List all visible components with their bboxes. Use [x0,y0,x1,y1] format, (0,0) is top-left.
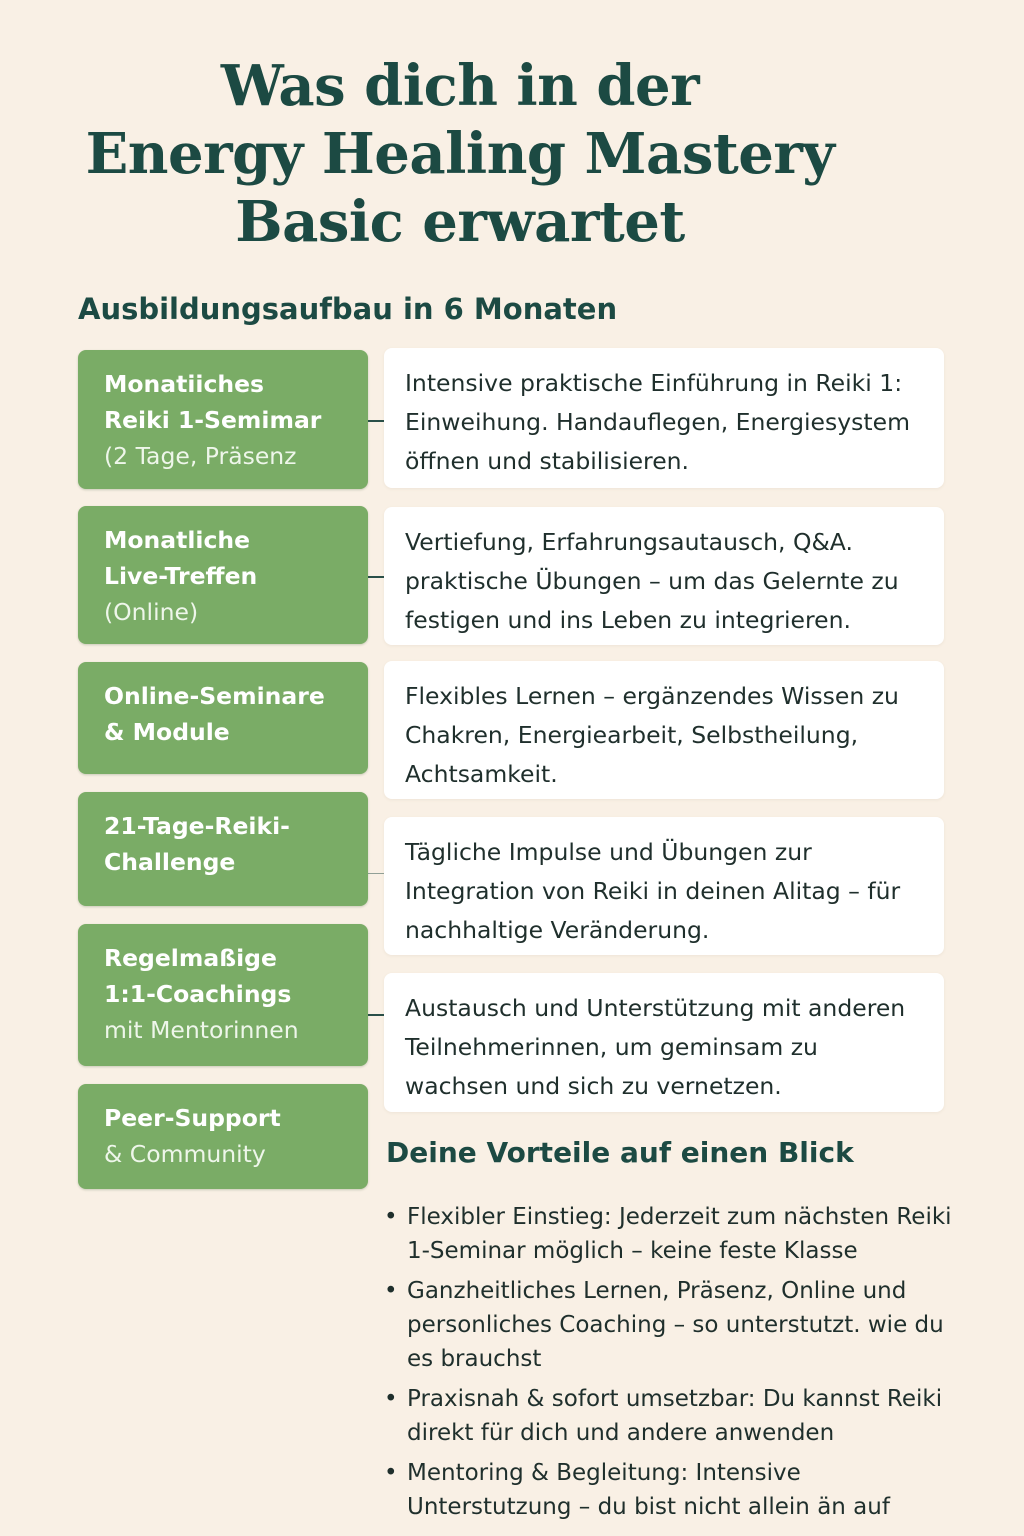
title-line-3: Basic erwartet [235,189,685,255]
module-4-description-card [384,817,944,955]
module-5-description-card [384,973,944,1112]
benefit-item-1 [384,1200,959,1268]
module-2-label-box [78,506,368,644]
benefit-item-3-text: Praxisnah & sofort umsetzbar: Du kannst Reiki direkt für dich und andere anwenden [407,1386,943,1446]
module-5-subtitle: mit Mentorinnen [104,1016,299,1044]
module-5-label-box [78,924,368,1066]
module-4-title-line-2: Challenge [104,848,236,876]
module-3-title-line-2: & Module [104,718,230,746]
module-4-title-line-1: 21-Tage-Reiki- [104,812,290,840]
module-6-label-box [78,1084,368,1189]
module-1-title-line-2: Reiki 1-Semimar [104,406,322,434]
module-4-label-box [78,792,368,906]
module-1-label-box [78,350,368,489]
module-2-description: Vertiefung, Erfahrungsautausch, Q&A. praktische Übungen – um das Gelernte zu festigen und ins Leben zu integrieren. [405,528,899,634]
module-2-title-line-2: Live-Treffen [104,562,258,590]
module-6-subtitle: & Community [104,1140,266,1168]
benefit-item-2-text: Ganzheitliches Lernen, Präsenz, Online und personliches Coaching – so unterstutzt. wie du es brauchst [407,1278,944,1372]
module-1-title-line-1: Monatiiches [104,370,265,398]
bullet-icon: • [384,1278,398,1304]
benefit-item-3 [384,1382,959,1450]
module-1-connector [368,420,384,422]
benefit-item-4-text: Mentoring & Begleitung: Intensive Unterstutzung – du bist nicht allein än auf [407,1460,890,1520]
bullet-icon: • [384,1386,398,1412]
module-4-connector [368,873,384,874]
module-5-description: Austausch und Unterstützung mit anderen Teilnehmerinnen, um geminsam zu wachsen und sich zu vernetzen. [405,994,906,1100]
module-3-title-line-1: Online-Seminare [104,682,325,710]
module-1-subtitle: (2 Tage, Präsenz [104,442,297,470]
module-5-connector [368,1014,384,1016]
benefits-list [384,1200,959,1530]
module-1-description-card [384,348,944,488]
module-3-label-box [78,662,368,774]
module-5-title-line-1: Regelmaßige [104,944,277,972]
page-title [0,52,920,256]
benefits-heading: Deine Vorteile auf einen Blick [386,1136,854,1169]
benefit-item-4 [384,1456,959,1524]
module-2-title-line-1: Monatliche [104,526,251,554]
title-line-2: Energy Healing Mastery [85,121,835,187]
benefit-item-1-text: Flexibler Einstieg: Jederzeit zum nächsten Reiki 1-Seminar möglich – keine feste Klasse [407,1204,952,1264]
module-2-subtitle: (Online) [104,598,199,626]
module-5-title-line-2: 1:1-Coachings [104,980,292,1008]
module-2-connector [368,576,384,578]
bullet-icon: • [384,1460,398,1486]
module-4-description: Tägliche Impulse und Übungen zur Integration von Reiki in deinen Alitag – für nachhaltige Veränderung. [405,838,901,944]
module-6-title-line-1: Peer-Support [104,1104,281,1132]
module-2-description-card [384,507,944,645]
section-heading-training-structure: Ausbildungsaufbau in 6 Monaten [78,292,618,326]
module-1-description: Intensive praktische Einführung in Reiki 1: Einweihung. Handauflegen, Energiesystem öffnen und stabilisieren. [405,369,910,475]
module-3-description-card [384,661,944,799]
module-3-description: Flexibles Lernen – ergänzendes Wissen zu Chakren, Energiearbeit, Selbstheilung, Achtsamkeit. [405,682,899,788]
benefit-item-2 [384,1274,959,1376]
bullet-icon: • [384,1204,398,1230]
title-line-1: Was dich in der [220,53,700,119]
